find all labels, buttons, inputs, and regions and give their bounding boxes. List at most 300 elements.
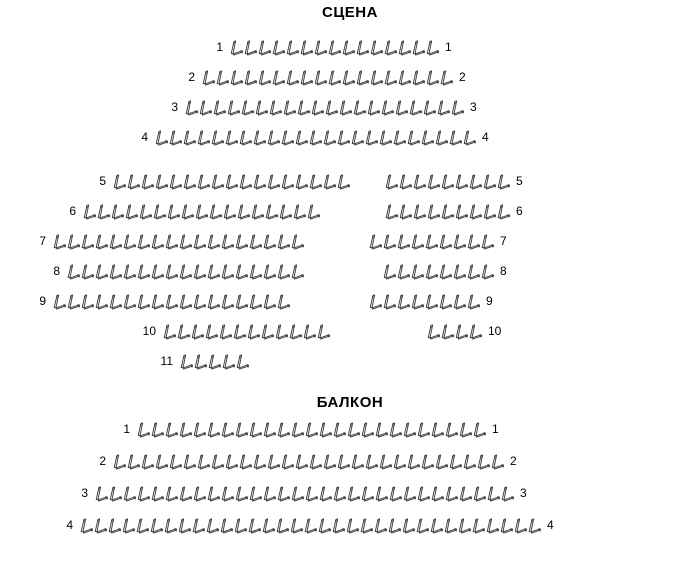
theater-seat-icon[interactable] [368, 292, 383, 310]
theater-seat-icon[interactable] [177, 516, 192, 534]
theater-seat-icon[interactable] [154, 172, 169, 190]
theater-seat-icon[interactable] [248, 232, 263, 250]
theater-seat-icon[interactable] [450, 98, 465, 116]
theater-seat-icon[interactable] [264, 202, 279, 220]
theater-seat-icon[interactable] [206, 420, 221, 438]
theater-seat-icon[interactable] [406, 452, 421, 470]
theater-seat-icon[interactable] [150, 420, 165, 438]
theater-seat-icon[interactable] [383, 38, 398, 56]
theater-seat-icon[interactable] [252, 452, 267, 470]
theater-seat-icon[interactable] [108, 484, 123, 502]
theater-seat-icon[interactable] [430, 484, 445, 502]
theater-seat-icon[interactable] [212, 98, 227, 116]
theater-seat-icon[interactable] [122, 484, 137, 502]
theater-seat-icon[interactable] [440, 172, 455, 190]
theater-seat-icon[interactable] [201, 68, 216, 86]
theater-seat-icon[interactable] [440, 322, 455, 340]
theater-seat-icon[interactable] [182, 172, 197, 190]
theater-seat-icon[interactable] [210, 172, 225, 190]
theater-seat-icon[interactable] [471, 516, 486, 534]
theater-seat-icon[interactable] [289, 516, 304, 534]
theater-seat-icon[interactable] [331, 516, 346, 534]
theater-seat-icon[interactable] [192, 262, 207, 280]
theater-seat-icon[interactable] [224, 128, 239, 146]
theater-seat-icon[interactable] [415, 516, 430, 534]
theater-seat-icon[interactable] [462, 128, 477, 146]
theater-seat-icon[interactable] [121, 516, 136, 534]
theater-seat-icon[interactable] [452, 262, 467, 280]
theater-seat-icon[interactable] [107, 516, 122, 534]
theater-seat-icon[interactable] [229, 68, 244, 86]
theater-seat-icon[interactable] [384, 202, 399, 220]
theater-seat-icon[interactable] [154, 128, 169, 146]
theater-seat-icon[interactable] [382, 292, 397, 310]
theater-seat-icon[interactable] [276, 232, 291, 250]
theater-seat-icon[interactable] [425, 68, 440, 86]
theater-seat-icon[interactable] [124, 202, 139, 220]
theater-seat-icon[interactable] [411, 38, 426, 56]
theater-seat-icon[interactable] [410, 292, 425, 310]
theater-seat-icon[interactable] [276, 420, 291, 438]
theater-seat-icon[interactable] [140, 172, 155, 190]
theater-seat-icon[interactable] [248, 292, 263, 310]
theater-seat-icon[interactable] [243, 38, 258, 56]
theater-seat-icon[interactable] [248, 262, 263, 280]
theater-seat-icon[interactable] [366, 98, 381, 116]
theater-seat-icon[interactable] [472, 484, 487, 502]
theater-seat-icon[interactable] [93, 516, 108, 534]
theater-seat-icon[interactable] [190, 322, 205, 340]
theater-seat-icon[interactable] [438, 232, 453, 250]
theater-seat-icon[interactable] [136, 232, 151, 250]
theater-seat-icon[interactable] [299, 38, 314, 56]
theater-seat-icon[interactable] [280, 452, 295, 470]
theater-seat-icon[interactable] [496, 172, 511, 190]
theater-seat-icon[interactable] [136, 484, 151, 502]
theater-seat-icon[interactable] [303, 516, 318, 534]
theater-seat-icon[interactable] [527, 516, 542, 534]
theater-seat-icon[interactable] [179, 352, 194, 370]
theater-seat-icon[interactable] [292, 202, 307, 220]
theater-seat-icon[interactable] [184, 98, 199, 116]
theater-seat-icon[interactable] [220, 292, 235, 310]
theater-seat-icon[interactable] [136, 262, 151, 280]
theater-seat-icon[interactable] [454, 322, 469, 340]
theater-seat-icon[interactable] [398, 172, 413, 190]
theater-seat-icon[interactable] [278, 202, 293, 220]
theater-seat-icon[interactable] [458, 484, 473, 502]
theater-seat-icon[interactable] [338, 98, 353, 116]
theater-seat-icon[interactable] [322, 172, 337, 190]
theater-seat-icon[interactable] [448, 128, 463, 146]
theater-seat-icon[interactable] [285, 68, 300, 86]
theater-seat-icon[interactable] [454, 172, 469, 190]
theater-seat-icon[interactable] [252, 172, 267, 190]
theater-seat-icon[interactable] [257, 68, 272, 86]
theater-seat-icon[interactable] [193, 352, 208, 370]
theater-seat-icon[interactable] [388, 484, 403, 502]
theater-seat-icon[interactable] [401, 516, 416, 534]
theater-seat-icon[interactable] [396, 262, 411, 280]
theater-seat-icon[interactable] [480, 232, 495, 250]
theater-seat-icon[interactable] [226, 98, 241, 116]
theater-seat-icon[interactable] [412, 172, 427, 190]
theater-seat-icon[interactable] [290, 262, 305, 280]
theater-seat-icon[interactable] [219, 516, 234, 534]
theater-seat-icon[interactable] [192, 292, 207, 310]
theater-seat-icon[interactable] [66, 262, 81, 280]
theater-seat-icon[interactable] [324, 98, 339, 116]
theater-seat-icon[interactable] [196, 172, 211, 190]
theater-seat-icon[interactable] [430, 420, 445, 438]
theater-seat-icon[interactable] [304, 420, 319, 438]
theater-seat-icon[interactable] [364, 128, 379, 146]
theater-seat-icon[interactable] [426, 322, 441, 340]
theater-seat-icon[interactable] [215, 68, 230, 86]
theater-seat-icon[interactable] [490, 452, 505, 470]
theater-seat-icon[interactable] [374, 420, 389, 438]
theater-seat-icon[interactable] [411, 68, 426, 86]
theater-seat-icon[interactable] [96, 202, 111, 220]
theater-seat-icon[interactable] [452, 232, 467, 250]
theater-seat-icon[interactable] [164, 262, 179, 280]
theater-seat-icon[interactable] [355, 68, 370, 86]
theater-seat-icon[interactable] [150, 484, 165, 502]
theater-seat-icon[interactable] [296, 98, 311, 116]
theater-seat-icon[interactable] [150, 232, 165, 250]
theater-seat-icon[interactable] [168, 172, 183, 190]
theater-seat-icon[interactable] [112, 172, 127, 190]
theater-seat-icon[interactable] [206, 262, 221, 280]
theater-seat-icon[interactable] [224, 172, 239, 190]
theater-seat-icon[interactable] [149, 516, 164, 534]
theater-seat-icon[interactable] [388, 420, 403, 438]
theater-seat-icon[interactable] [359, 516, 374, 534]
theater-seat-icon[interactable] [234, 292, 249, 310]
theater-seat-icon[interactable] [196, 452, 211, 470]
theater-seat-icon[interactable] [402, 420, 417, 438]
theater-seat-icon[interactable] [290, 484, 305, 502]
theater-seat-icon[interactable] [416, 420, 431, 438]
theater-seat-icon[interactable] [448, 452, 463, 470]
theater-seat-icon[interactable] [397, 38, 412, 56]
theater-seat-icon[interactable] [439, 68, 454, 86]
theater-seat-icon[interactable] [224, 452, 239, 470]
theater-seat-icon[interactable] [178, 232, 193, 250]
theater-seat-icon[interactable] [310, 98, 325, 116]
theater-seat-icon[interactable] [308, 452, 323, 470]
theater-seat-icon[interactable] [178, 292, 193, 310]
theater-seat-icon[interactable] [82, 202, 97, 220]
theater-seat-icon[interactable] [276, 484, 291, 502]
theater-seat-icon[interactable] [52, 232, 67, 250]
theater-seat-icon[interactable] [322, 452, 337, 470]
theater-seat-icon[interactable] [480, 262, 495, 280]
theater-seat-icon[interactable] [234, 484, 249, 502]
theater-seat-icon[interactable] [327, 68, 342, 86]
theater-seat-icon[interactable] [513, 516, 528, 534]
theater-seat-icon[interactable] [140, 452, 155, 470]
theater-seat-icon[interactable] [452, 292, 467, 310]
theater-seat-icon[interactable] [438, 292, 453, 310]
theater-seat-icon[interactable] [168, 452, 183, 470]
theater-seat-icon[interactable] [485, 516, 500, 534]
theater-seat-icon[interactable] [360, 484, 375, 502]
theater-seat-icon[interactable] [268, 98, 283, 116]
theater-seat-icon[interactable] [378, 452, 393, 470]
theater-seat-icon[interactable] [168, 128, 183, 146]
theater-seat-icon[interactable] [360, 420, 375, 438]
theater-seat-icon[interactable] [500, 484, 515, 502]
theater-seat-icon[interactable] [261, 516, 276, 534]
theater-seat-icon[interactable] [440, 202, 455, 220]
theater-seat-icon[interactable] [250, 202, 265, 220]
theater-seat-icon[interactable] [424, 262, 439, 280]
theater-seat-icon[interactable] [444, 484, 459, 502]
theater-seat-icon[interactable] [126, 452, 141, 470]
theater-seat-icon[interactable] [94, 484, 109, 502]
theater-seat-icon[interactable] [178, 262, 193, 280]
theater-seat-icon[interactable] [496, 202, 511, 220]
theater-seat-icon[interactable] [232, 322, 247, 340]
theater-seat-icon[interactable] [444, 420, 459, 438]
theater-seat-icon[interactable] [341, 38, 356, 56]
theater-seat-icon[interactable] [162, 322, 177, 340]
theater-seat-icon[interactable] [346, 484, 361, 502]
theater-seat-icon[interactable] [420, 452, 435, 470]
theater-seat-icon[interactable] [192, 232, 207, 250]
theater-seat-icon[interactable] [426, 202, 441, 220]
theater-seat-icon[interactable] [350, 128, 365, 146]
theater-seat-icon[interactable] [302, 322, 317, 340]
theater-seat-icon[interactable] [290, 420, 305, 438]
theater-seat-icon[interactable] [443, 516, 458, 534]
theater-seat-icon[interactable] [410, 232, 425, 250]
theater-seat-icon[interactable] [252, 128, 267, 146]
theater-seat-icon[interactable] [364, 452, 379, 470]
theater-seat-icon[interactable] [206, 292, 221, 310]
theater-seat-icon[interactable] [262, 232, 277, 250]
theater-seat-icon[interactable] [271, 68, 286, 86]
theater-seat-icon[interactable] [240, 98, 255, 116]
theater-seat-icon[interactable] [122, 232, 137, 250]
theater-seat-icon[interactable] [424, 292, 439, 310]
theater-seat-icon[interactable] [262, 420, 277, 438]
theater-seat-icon[interactable] [205, 516, 220, 534]
theater-seat-icon[interactable] [206, 232, 221, 250]
theater-seat-icon[interactable] [429, 516, 444, 534]
theater-seat-icon[interactable] [204, 322, 219, 340]
theater-seat-icon[interactable] [476, 452, 491, 470]
theater-seat-icon[interactable] [313, 38, 328, 56]
theater-seat-icon[interactable] [210, 452, 225, 470]
theater-seat-icon[interactable] [218, 322, 233, 340]
theater-seat-icon[interactable] [318, 420, 333, 438]
theater-seat-icon[interactable] [466, 262, 481, 280]
theater-seat-icon[interactable] [66, 292, 81, 310]
theater-seat-icon[interactable] [454, 202, 469, 220]
theater-seat-icon[interactable] [220, 262, 235, 280]
theater-seat-icon[interactable] [294, 172, 309, 190]
theater-seat-icon[interactable] [499, 516, 514, 534]
theater-seat-icon[interactable] [313, 68, 328, 86]
theater-seat-icon[interactable] [234, 420, 249, 438]
theater-seat-icon[interactable] [233, 516, 248, 534]
theater-seat-icon[interactable] [482, 172, 497, 190]
theater-seat-icon[interactable] [122, 292, 137, 310]
theater-seat-icon[interactable] [164, 232, 179, 250]
theater-seat-icon[interactable] [290, 232, 305, 250]
theater-seat-icon[interactable] [238, 452, 253, 470]
theater-seat-icon[interactable] [266, 172, 281, 190]
theater-seat-icon[interactable] [332, 484, 347, 502]
theater-seat-icon[interactable] [275, 516, 290, 534]
theater-seat-icon[interactable] [254, 98, 269, 116]
theater-seat-icon[interactable] [294, 128, 309, 146]
theater-seat-icon[interactable] [220, 420, 235, 438]
theater-seat-icon[interactable] [332, 420, 347, 438]
theater-seat-icon[interactable] [235, 352, 250, 370]
theater-seat-icon[interactable] [196, 128, 211, 146]
theater-seat-icon[interactable] [274, 322, 289, 340]
theater-seat-icon[interactable] [341, 68, 356, 86]
theater-seat-icon[interactable] [194, 202, 209, 220]
theater-seat-icon[interactable] [163, 516, 178, 534]
theater-seat-icon[interactable] [122, 262, 137, 280]
theater-seat-icon[interactable] [154, 452, 169, 470]
theater-seat-icon[interactable] [392, 128, 407, 146]
theater-seat-icon[interactable] [306, 202, 321, 220]
theater-seat-icon[interactable] [210, 128, 225, 146]
theater-seat-icon[interactable] [285, 38, 300, 56]
theater-seat-icon[interactable] [135, 516, 150, 534]
theater-seat-icon[interactable] [138, 202, 153, 220]
theater-seat-icon[interactable] [382, 262, 397, 280]
theater-seat-icon[interactable] [262, 292, 277, 310]
theater-seat-icon[interactable] [352, 98, 367, 116]
theater-seat-icon[interactable] [308, 128, 323, 146]
theater-seat-icon[interactable] [384, 172, 399, 190]
theater-seat-icon[interactable] [402, 484, 417, 502]
theater-seat-icon[interactable] [396, 232, 411, 250]
theater-seat-icon[interactable] [369, 68, 384, 86]
theater-seat-icon[interactable] [383, 68, 398, 86]
theater-seat-icon[interactable] [108, 292, 123, 310]
theater-seat-icon[interactable] [79, 516, 94, 534]
theater-seat-icon[interactable] [221, 352, 236, 370]
theater-seat-icon[interactable] [176, 322, 191, 340]
theater-seat-icon[interactable] [396, 292, 411, 310]
theater-seat-icon[interactable] [108, 232, 123, 250]
theater-seat-icon[interactable] [336, 452, 351, 470]
theater-seat-icon[interactable] [282, 98, 297, 116]
theater-seat-icon[interactable] [434, 452, 449, 470]
theater-seat-icon[interactable] [288, 322, 303, 340]
theater-seat-icon[interactable] [466, 232, 481, 250]
theater-seat-icon[interactable] [436, 98, 451, 116]
theater-seat-icon[interactable] [336, 128, 351, 146]
theater-seat-icon[interactable] [180, 202, 195, 220]
theater-seat-icon[interactable] [94, 292, 109, 310]
theater-seat-icon[interactable] [238, 128, 253, 146]
theater-seat-icon[interactable] [316, 322, 331, 340]
theater-seat-icon[interactable] [373, 516, 388, 534]
theater-seat-icon[interactable] [243, 68, 258, 86]
theater-seat-icon[interactable] [178, 420, 193, 438]
theater-seat-icon[interactable] [178, 484, 193, 502]
theater-seat-icon[interactable] [262, 262, 277, 280]
theater-seat-icon[interactable] [182, 128, 197, 146]
theater-seat-icon[interactable] [458, 420, 473, 438]
theater-seat-icon[interactable] [271, 38, 286, 56]
theater-seat-icon[interactable] [472, 420, 487, 438]
theater-seat-icon[interactable] [266, 128, 281, 146]
theater-seat-icon[interactable] [416, 484, 431, 502]
theater-seat-icon[interactable] [112, 452, 127, 470]
theater-seat-icon[interactable] [308, 172, 323, 190]
theater-seat-icon[interactable] [248, 484, 263, 502]
theater-seat-icon[interactable] [425, 38, 440, 56]
theater-seat-icon[interactable] [207, 352, 222, 370]
theater-seat-icon[interactable] [468, 172, 483, 190]
theater-seat-icon[interactable] [246, 322, 261, 340]
theater-seat-icon[interactable] [152, 202, 167, 220]
theater-seat-icon[interactable] [262, 484, 277, 502]
theater-seat-icon[interactable] [345, 516, 360, 534]
theater-seat-icon[interactable] [191, 516, 206, 534]
theater-seat-icon[interactable] [150, 292, 165, 310]
theater-seat-icon[interactable] [380, 98, 395, 116]
theater-seat-icon[interactable] [412, 202, 427, 220]
theater-seat-icon[interactable] [238, 172, 253, 190]
theater-seat-icon[interactable] [466, 292, 481, 310]
theater-seat-icon[interactable] [80, 232, 95, 250]
theater-seat-icon[interactable] [276, 292, 291, 310]
theater-seat-icon[interactable] [382, 232, 397, 250]
theater-seat-icon[interactable] [468, 322, 483, 340]
theater-seat-icon[interactable] [206, 484, 221, 502]
theater-seat-icon[interactable] [192, 484, 207, 502]
theater-seat-icon[interactable] [222, 202, 237, 220]
theater-seat-icon[interactable] [438, 262, 453, 280]
theater-seat-icon[interactable] [110, 202, 125, 220]
theater-seat-icon[interactable] [257, 38, 272, 56]
theater-seat-icon[interactable] [482, 202, 497, 220]
theater-seat-icon[interactable] [280, 172, 295, 190]
theater-seat-icon[interactable] [408, 98, 423, 116]
theater-seat-icon[interactable] [80, 292, 95, 310]
theater-seat-icon[interactable] [317, 516, 332, 534]
theater-seat-icon[interactable] [369, 38, 384, 56]
theater-seat-icon[interactable] [80, 262, 95, 280]
theater-seat-icon[interactable] [318, 484, 333, 502]
theater-seat-icon[interactable] [234, 232, 249, 250]
theater-seat-icon[interactable] [392, 452, 407, 470]
theater-seat-icon[interactable] [52, 292, 67, 310]
theater-seat-icon[interactable] [397, 68, 412, 86]
theater-seat-icon[interactable] [327, 38, 342, 56]
theater-seat-icon[interactable] [94, 262, 109, 280]
theater-seat-icon[interactable] [136, 292, 151, 310]
theater-seat-icon[interactable] [198, 98, 213, 116]
theater-seat-icon[interactable] [66, 232, 81, 250]
theater-seat-icon[interactable] [434, 128, 449, 146]
theater-seat-icon[interactable] [346, 420, 361, 438]
theater-seat-icon[interactable] [126, 172, 141, 190]
theater-seat-icon[interactable] [234, 262, 249, 280]
theater-seat-icon[interactable] [420, 128, 435, 146]
theater-seat-icon[interactable] [457, 516, 472, 534]
